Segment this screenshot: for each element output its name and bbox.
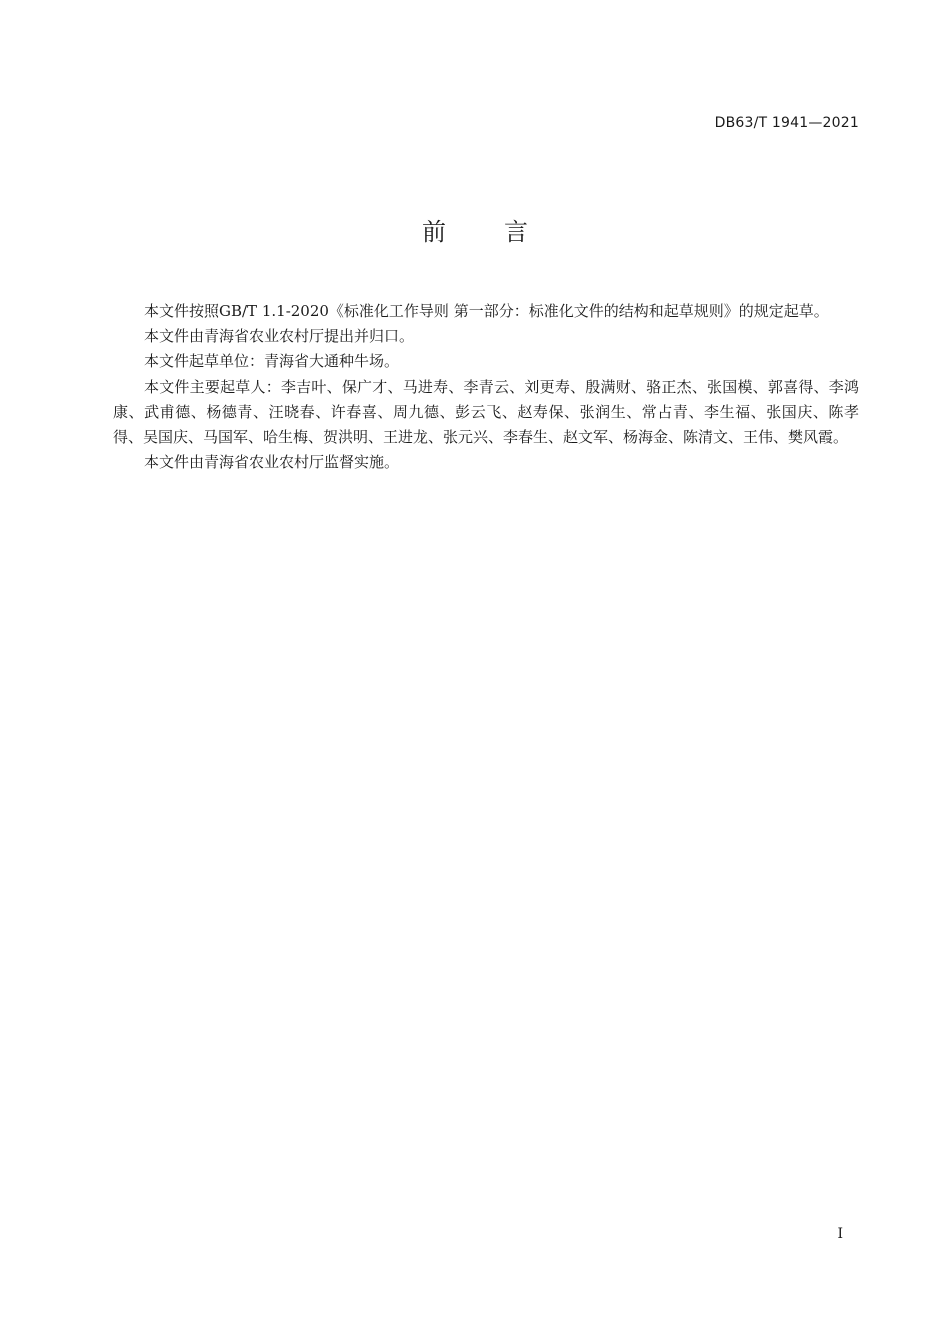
page-title: 前言 [422,218,586,246]
paragraph-proposer: 本文件由青海省农业农村厅提出并归口。 [144,327,415,346]
page-number: I [837,1226,843,1242]
paragraph-drafting-rules: 本文件按照GB/T 1.1-2020《标准化工作导则 第一部分：标准化文件的结构和起草规则》的规定起草。 [144,302,829,320]
paragraph-drafters: 本文件主要起草人：李吉叶、保广才、马进寿、李青云、刘更寿、殷满财、骆正杰、张国模、郭喜得、李鸿康、武甫德、杨德青、汪晓春、许春喜、周九德、彭云飞、赵寿保、张润生、常占青、李生福、张国庆、陈孝得、吴国庆、马国军、哈生梅、贺洪明、王进龙、张元兴、李春生、赵文军、杨海金、陈清文、王伟、樊风霞。 [113,377,859,447]
paragraph-supervision: 本文件由青海省农业农村厅监督实施。 [144,453,400,472]
preface-body [113,299,859,475]
paragraph-drafting-unit: 本文件起草单位：青海省大通种牛场。 [144,352,400,371]
document-code: DB63/T 1941—2021 [714,115,859,131]
